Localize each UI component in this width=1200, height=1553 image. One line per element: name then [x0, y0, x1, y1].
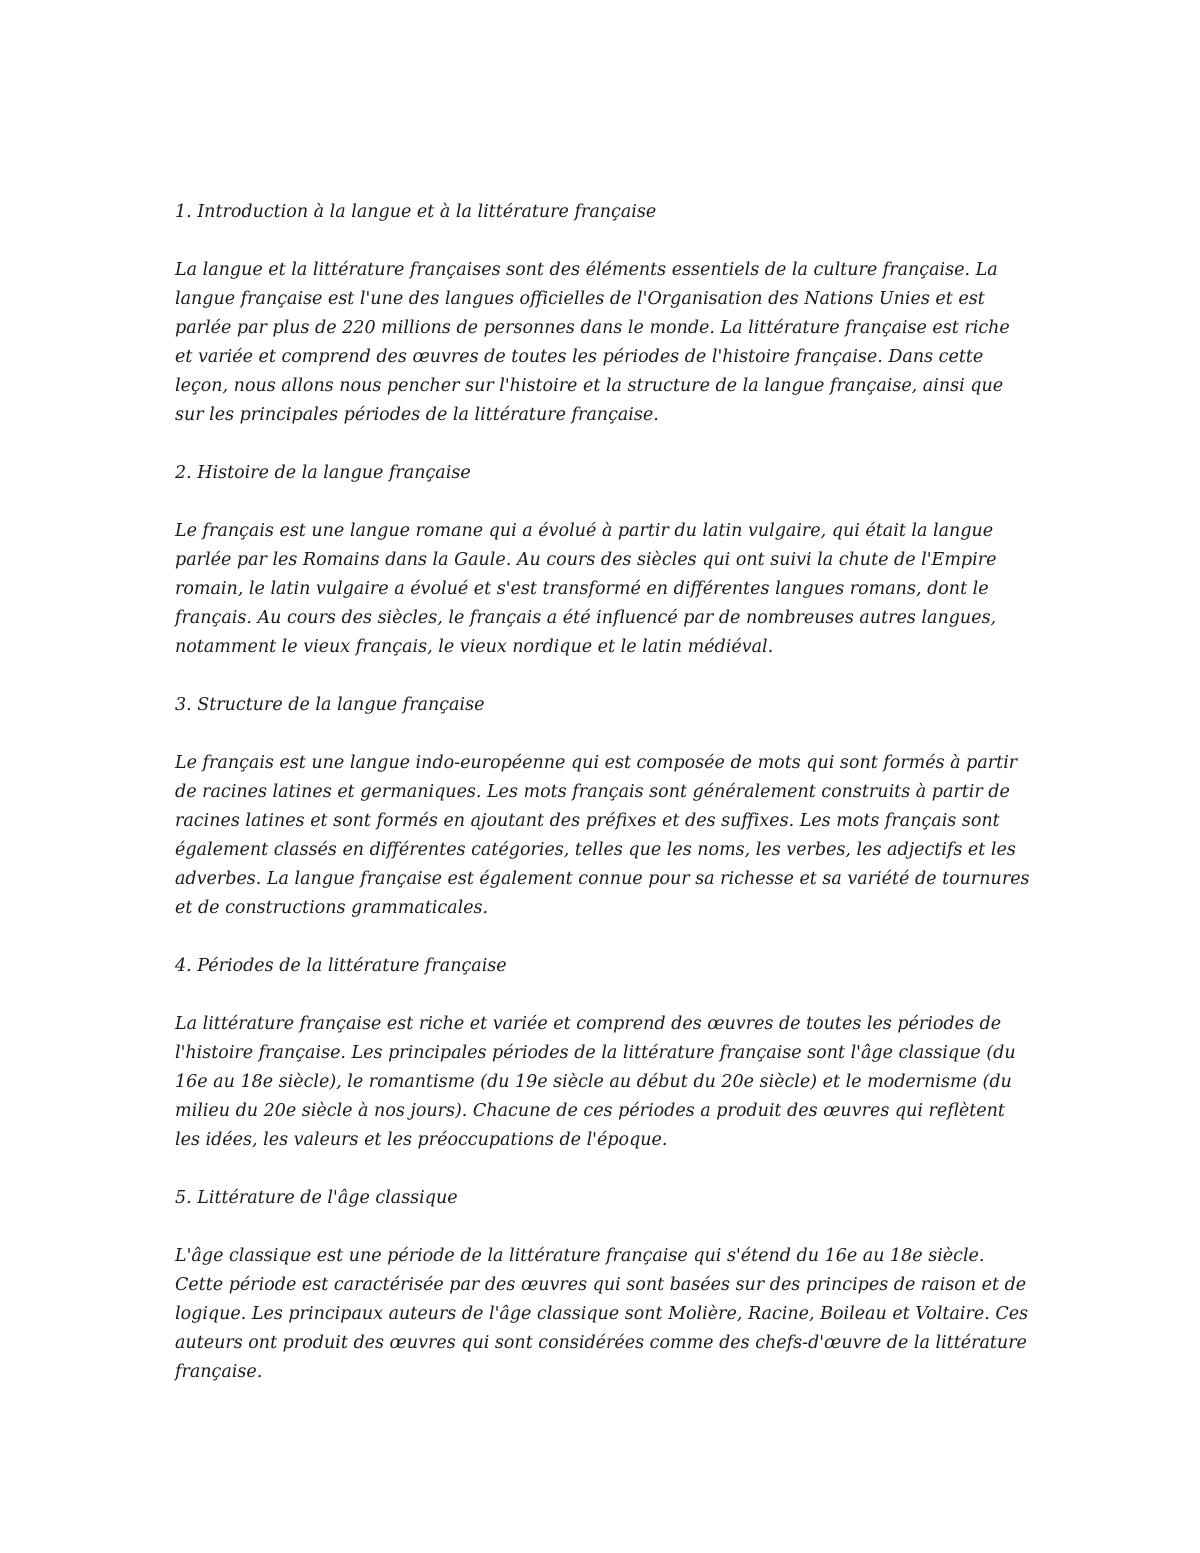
section-paragraph: Le français est une langue indo-européenne qui est composée de mots qui sont formés à partir de racines latines et germaniques. Les mots français sont généralement construits à partir de racines latines et sont formés en ajoutant des préfixes et des suffixes. Les mots français sont également classés en différentes catégories, telles que les noms, les verbes, les adjectifs et les adverbes. La langue française est également connue pour sa richesse et sa variété de tournures et de constructions grammaticales.	[175, 753, 1030, 918]
section-structure	[175, 691, 1030, 923]
document-page	[175, 198, 1030, 1416]
section-heading: 3. Structure de la langue française	[175, 695, 485, 715]
section-periodes	[175, 952, 1030, 1155]
section-paragraph: La littérature française est riche et variée et comprend des œuvres de toutes les périodes de l'histoire française. Les principales périodes de la littérature française sont l'âge classique (du 16e au 18e siècle), le romantisme (du 19e siècle au début du 20e siècle) et le modernisme (du milieu du 20e siècle à nos jours). Chacune de ces périodes a produit des œuvres qui reflètent les idées, les valeurs et les préoccupations de l'époque.	[175, 1014, 1016, 1150]
section-heading: 5. Littérature de l'âge classique	[175, 1188, 458, 1208]
section-heading: 2. Histoire de la langue française	[175, 463, 471, 483]
section-heading: 4. Périodes de la littérature française	[175, 956, 507, 976]
section-introduction	[175, 198, 1030, 430]
section-paragraph: La langue et la littérature françaises sont des éléments essentiels de la culture française. La langue française est l'une des langues officielles de l'Organisation des Nations Unies et est parlée par plus de 220 millions de personnes dans le monde. La littérature française est riche et variée et comprend des œuvres de toutes les périodes de l'histoire française. Dans cette leçon, nous allons nous pencher sur l'histoire et la structure de la langue française, ainsi que sur les principales périodes de la littérature française.	[175, 260, 1010, 425]
section-age-classique	[175, 1184, 1030, 1387]
section-histoire	[175, 459, 1030, 662]
section-heading: 1. Introduction à la langue et à la littérature française	[175, 202, 657, 222]
section-paragraph: L'âge classique est une période de la littérature française qui s'étend du 16e au 18e siècle. Cette période est caractérisée par des œuvres qui sont basées sur des principes de raison et de logique. Les principaux auteurs de l'âge classique sont Molière, Racine, Boileau et Voltaire. Ces auteurs ont produit des œuvres qui sont considérées comme des chefs-d'œuvre de la littérature française.	[175, 1246, 1029, 1382]
section-paragraph: Le français est une langue romane qui a évolué à partir du latin vulgaire, qui était la langue parlée par les Romains dans la Gaule. Au cours des siècles qui ont suivi la chute de l'Empire romain, le latin vulgaire a évolué et s'est transformé en différentes langues romans, dont le français. Au cours des siècles, le français a été influencé par de nombreuses autres langues, notamment le vieux français, le vieux nordique et le latin médiéval.	[175, 521, 997, 657]
